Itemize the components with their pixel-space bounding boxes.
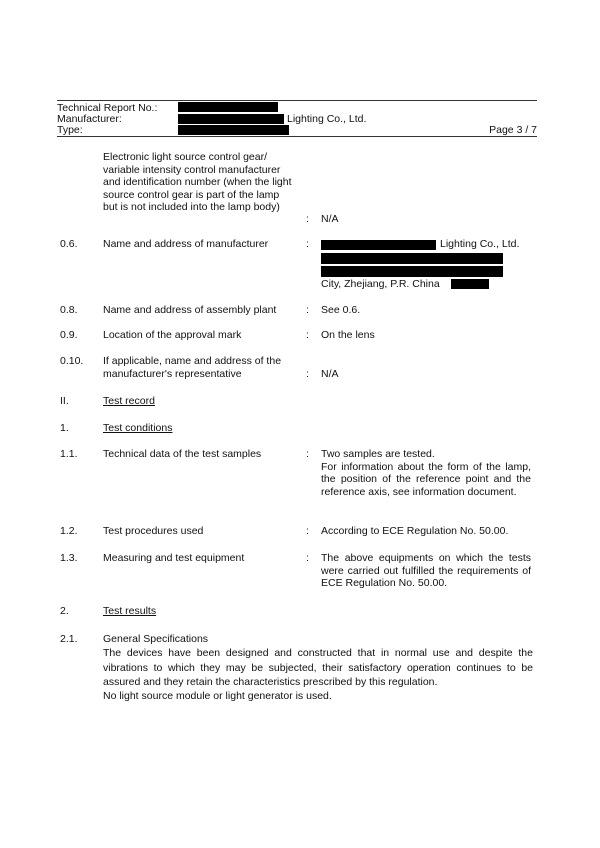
report-no-label: Technical Report No.:	[57, 102, 158, 114]
manufacturer-label: Manufacturer:	[57, 113, 122, 125]
section-number: 2.	[60, 605, 69, 617]
row-label: General Specifications	[103, 633, 209, 645]
row-label: If applicable, name and address of the manufacturer's representative	[103, 355, 282, 380]
row-label: Name and address of manufacturer	[103, 238, 269, 250]
section-title: Test record	[103, 395, 155, 407]
row-number: 1.3.	[60, 552, 78, 564]
redaction-manufacturer-name	[321, 240, 436, 250]
redaction-manufacturer	[178, 114, 284, 124]
header-bottom-rule	[57, 136, 537, 137]
colon: :	[306, 329, 309, 341]
redaction-address-line-4	[451, 279, 489, 289]
value-line: Two samples are tested.	[321, 448, 435, 460]
colon: :	[306, 304, 309, 316]
redaction-type	[178, 125, 289, 135]
colon: :	[306, 368, 309, 380]
header-top-rule	[57, 100, 537, 101]
section-number: II.	[60, 395, 69, 407]
row-number: 0.10.	[60, 355, 84, 367]
row-value: The above equipments on which the tests were carried out fulfilled the requirements of ECE Regulation No. 50.00.	[321, 552, 531, 589]
redaction-report-no	[178, 102, 278, 112]
row-label: Measuring and test equipment	[103, 552, 245, 564]
colon: :	[306, 552, 309, 564]
manufacturer-suffix: Lighting Co., Ltd.	[287, 113, 367, 125]
colon: :	[306, 448, 309, 460]
row-number: 0.6.	[60, 238, 78, 250]
row-number: 1.1.	[60, 448, 78, 460]
row-label: Location of the approval mark	[103, 329, 242, 341]
type-label: Type:	[57, 124, 83, 136]
row-value: On the lens	[321, 329, 375, 341]
redaction-address-line-3	[321, 266, 503, 277]
redaction-address-line-2	[321, 253, 503, 264]
row-value: See 0.6.	[321, 304, 361, 316]
page-number: Page 3 / 7	[489, 124, 537, 136]
row-number: 0.8.	[60, 304, 78, 316]
section-title: Test conditions	[103, 422, 173, 434]
control-gear-label: Electronic light source control gear/ variable intensity control manufacturer and identification number (when the light source control gear is part of the lamp but is not included into the lamp body)	[103, 151, 292, 213]
row-value: N/A	[321, 368, 339, 380]
general-specifications-paragraph: The devices have been designed and constructed that in normal use and despite the vibrations to which they may be subjected, their satisfactory operation continues to be assured and they retain the characteristics prescribed by this regulation.	[103, 647, 533, 688]
row-value: According to ECE Regulation No. 50.00.	[321, 525, 509, 537]
row-label: Technical data of the test samples	[103, 448, 262, 460]
section-title: Test results	[103, 605, 157, 617]
general-specifications-note: No light source module or light generator is used.	[103, 690, 332, 702]
row-number: 0.9.	[60, 329, 78, 341]
manufacturer-name-suffix: Lighting Co., Ltd.	[440, 238, 520, 250]
section-number: 1.	[60, 422, 69, 434]
row-number: 2.1.	[60, 633, 78, 645]
colon: :	[306, 238, 309, 250]
row-value	[321, 448, 531, 498]
row-number: 1.2.	[60, 525, 78, 537]
manufacturer-city: City, Zhejiang, P.R. China	[321, 278, 440, 290]
row-label: Test procedures used	[103, 525, 204, 537]
control-gear-value: N/A	[321, 213, 339, 225]
value-paragraph: For information about the form of the lamp, the position of the reference point and the reference axis, see information document.	[321, 460, 531, 498]
colon: :	[306, 525, 309, 537]
row-label: Name and address of assembly plant	[103, 304, 277, 316]
colon: :	[306, 213, 309, 225]
